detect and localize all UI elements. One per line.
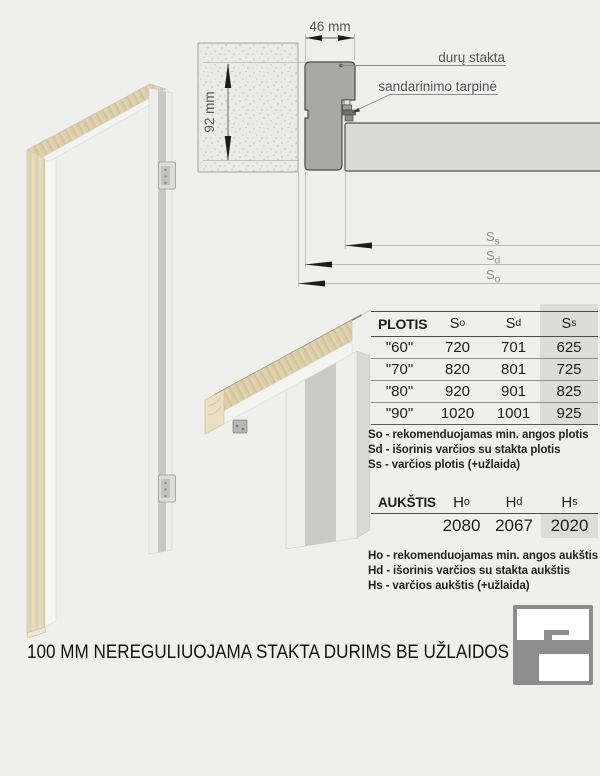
legend-line: Ho - rekomenduojamas min. angos aukštis <box>368 550 598 562</box>
dimension-92mm-label: 92 mm <box>202 91 217 133</box>
callout-frame <box>339 50 506 67</box>
hinge-top <box>159 162 176 189</box>
cell-sd: 701 <box>487 337 540 359</box>
hinge-screw <box>164 169 166 171</box>
arrow-left-icon <box>298 281 325 287</box>
hinge-screw <box>164 182 166 184</box>
dimension-46mm <box>306 19 355 60</box>
legend-line: Ss - varčios plotis (+užlaida) <box>368 459 520 472</box>
callout-seal <box>352 79 498 113</box>
legend-line: Hs - varčios aukštis (+užlaida) <box>368 580 530 593</box>
logo-bar-shape <box>532 640 589 654</box>
hinge-screw <box>164 175 166 177</box>
cell-sd: 1001 <box>487 403 540 425</box>
gasket-part <box>343 105 352 110</box>
dimension-46mm-label: 46 mm <box>309 19 351 34</box>
logo-block-shape <box>517 640 539 681</box>
cell-hd: 2067 <box>495 516 533 535</box>
head-jamb-wood <box>27 84 166 157</box>
arrow-right-icon <box>338 35 354 41</box>
logo-tab-shape <box>544 630 569 635</box>
column-header-hd: H d <box>487 491 541 514</box>
row-size: "70" <box>371 359 428 381</box>
hinge-screw <box>164 482 166 484</box>
gasket-part <box>345 115 353 121</box>
beam-end-cap <box>205 390 224 434</box>
cell-so: 920 <box>428 381 487 403</box>
cell-ss: 725 <box>540 359 598 381</box>
cell-so: 1020 <box>428 403 487 425</box>
seal-label: sandarinimo tarpinė <box>378 79 497 94</box>
legend-line: Sd - išorinis varčios su stakta plotis <box>368 444 561 457</box>
s-dimension-lines <box>298 172 600 287</box>
cell-so: 820 <box>428 359 487 381</box>
width-table-legend <box>368 428 589 474</box>
row-size: "80" <box>371 381 428 403</box>
cell-sd: 901 <box>487 381 540 403</box>
company-logo <box>513 605 593 685</box>
empty-cell <box>371 514 436 538</box>
cell-hs: 2020 <box>541 514 598 538</box>
hinge-screw <box>164 488 166 490</box>
frame-label: durų stakta <box>438 50 505 65</box>
cell-ss: 625 <box>540 337 598 359</box>
left-jamb-wood <box>27 140 45 633</box>
cell-ho: 2080 <box>442 516 481 535</box>
cell-ss: 925 <box>540 403 598 425</box>
ss-label: $S_s$ <box>486 229 500 248</box>
bracket-screw <box>242 428 245 431</box>
cell-sd: 801 <box>487 359 540 381</box>
arrow-left-icon <box>345 243 372 249</box>
frame-3d-view <box>27 84 176 638</box>
door-leaf-cross-section <box>345 123 600 171</box>
bracket-plate <box>233 420 247 433</box>
column-header-ho: H o <box>436 491 487 514</box>
left-jamb-inner-face <box>45 136 56 627</box>
row-size: "90" <box>371 403 428 425</box>
sealing-gasket-detail <box>343 100 356 121</box>
legend-line: So - rekomenduojamas min. angos plotis <box>368 429 589 441</box>
column-header-hs: H s <box>541 491 598 514</box>
post-channel <box>305 363 336 546</box>
arrow-left-icon <box>306 35 322 41</box>
row-size: "60" <box>371 337 428 359</box>
arrow-left-icon <box>305 262 332 268</box>
corner-bracket <box>233 420 247 433</box>
hinge-bottom <box>159 475 176 502</box>
cross-section-drawing <box>198 19 600 287</box>
legend-line: Hd - išorinis varčios su stakta aukštis <box>368 565 570 578</box>
product-title: 100 MM NEREGULIUOJAMA STAKTA DURIMS BE UŽLAIDOS <box>27 642 510 663</box>
hinge-screw <box>164 495 166 497</box>
height-table <box>371 491 598 538</box>
corner-sample-3d-view <box>205 310 371 549</box>
width-table-title: PLOTIS <box>371 312 428 337</box>
height-table-title: AUKŠTIS <box>371 491 436 514</box>
bracket-screw <box>236 425 239 428</box>
cell-so: 720 <box>428 337 487 359</box>
so-label: $S_o$ <box>486 267 501 286</box>
cell-ss: 825 <box>540 381 598 403</box>
column-header-ss: S s <box>540 312 598 337</box>
height-table-legend <box>368 549 598 595</box>
column-header-sd: S d <box>487 312 540 337</box>
column-header-so: S o <box>428 312 487 337</box>
sd-label: $S_d$ <box>486 248 501 267</box>
width-table <box>371 311 598 425</box>
gasket-part <box>344 100 350 105</box>
